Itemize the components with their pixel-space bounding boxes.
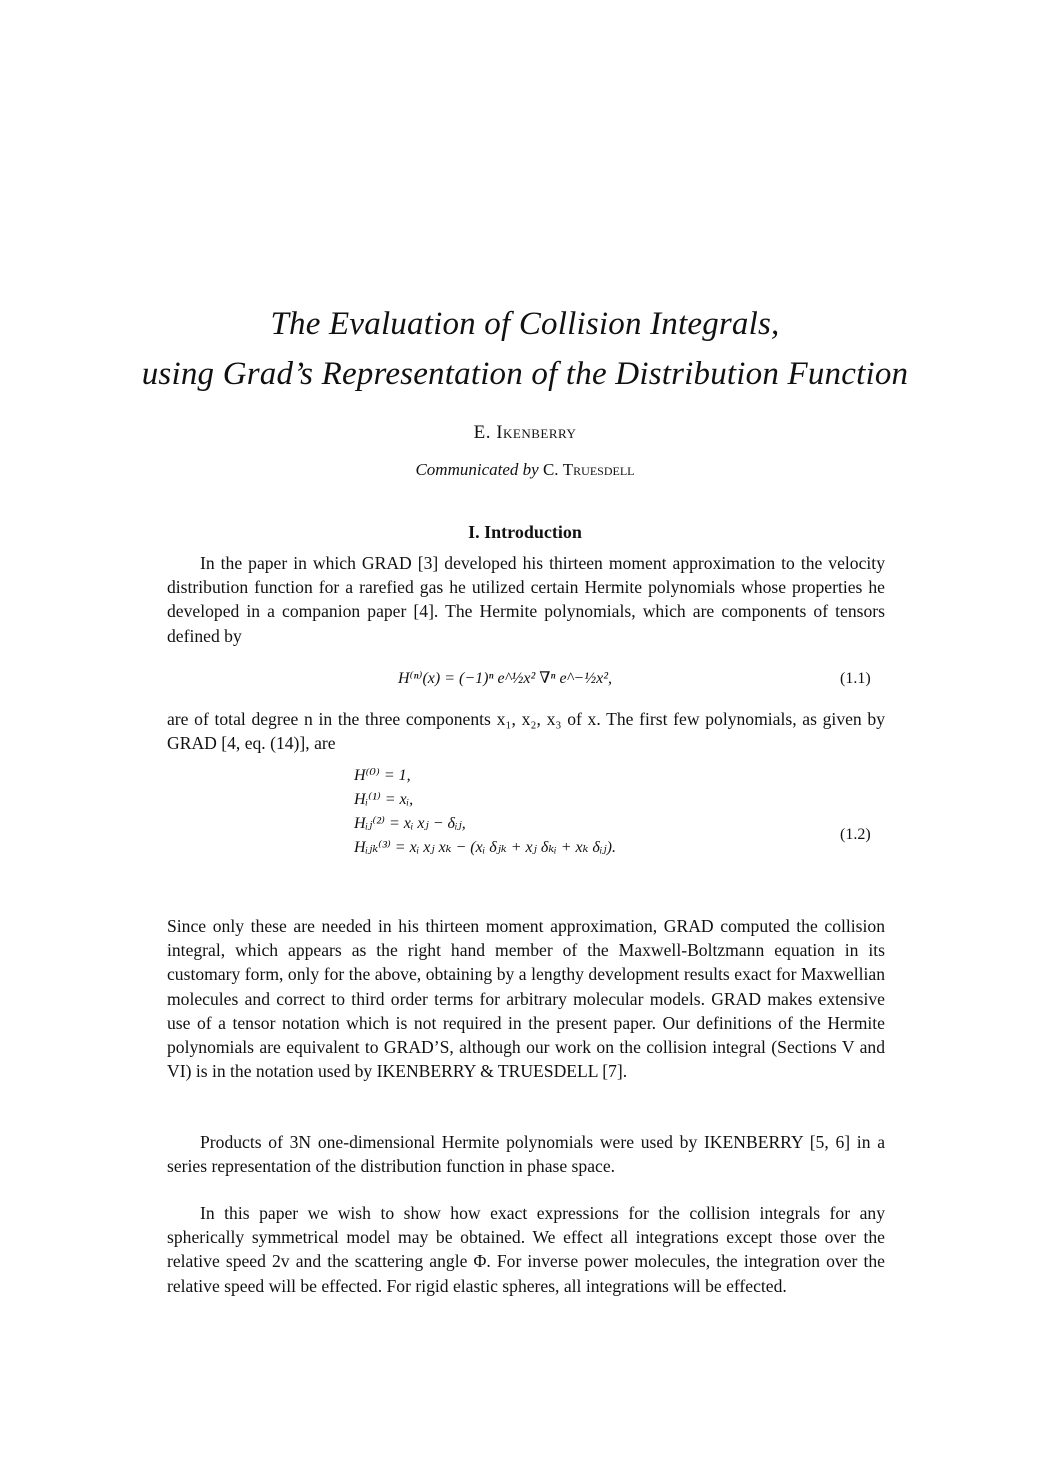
paragraph-3: Since only these are needed in his thirteen moment approximation, GRAD computed the collision integral, which appears as the right hand member of the Maxwell-Boltzmann equation in its customary form, only for the above, obtaining by a lengthy development results exact for Maxwellian molecules and correct to third order terms for arbitrary molecular models. GRAD makes extensive use of a tensor notation which is not required in the present paper. Our definitions of the Hermite polynomials are equivalent to GRAD’S, although our work on the collision integral (Sections V and VI) is in the notation used by IKENBERRY & TRUESDELL [7]. (167, 916, 885, 1082)
communicated-name: Truesdell (562, 460, 635, 479)
communicated-by-line (0, 460, 1050, 480)
paragraph-2: are of total degree n in the three components x₁, x₂, x₃ of x. The first few polynomials, as given by GRAD [4, eq. (14)], are (167, 709, 885, 754)
author-initial: E. (473, 422, 491, 443)
author-line (0, 422, 1050, 444)
communicated-initial: C. (542, 460, 559, 479)
equation-line: Hᵢⱼₖ⁽³⁾ = xᵢ xⱼ xₖ − (xᵢ δⱼₖ + xⱼ δₖᵢ + xₖ δᵢⱼ). (354, 839, 616, 856)
paper-title-line-2: using Grad’s Representation of the Distribution Function (141, 356, 909, 392)
communicated-label: Communicated by (415, 460, 539, 479)
equation-block-1-2 (354, 764, 616, 860)
paper-title-line-1: The Evaluation of Collision Integrals, (270, 306, 780, 342)
author-name: Ikenberry (496, 422, 577, 443)
paragraph-1: In the paper in which GRAD [3] developed his thirteen moment approximation to the velocity distribution function for a rarefied gas he utilized certain Hermite polynomials whose properties he developed in a companion paper [4]. The Hermite polynomials, which are components of tensors defined by (167, 553, 885, 646)
paragraph-4: Products of 3N one-dimensional Hermite polynomials were used by IKENBERRY [5, 6] in a series representation of the distribution function in phase space. (167, 1132, 885, 1177)
equation-line: Hᵢⱼ⁽²⁾ = xᵢ xⱼ − δᵢⱼ, (354, 815, 466, 832)
paragraph-5: In this paper we wish to show how exact expressions for the collision integrals for any spherically symmetrical model may be obtained. We effect all integrations except those over the relative speed 2v and the scattering angle Φ. For inverse power molecules, the integration over the relative speed will be effected. For rigid elastic spheres, all integrations will be effected. (167, 1203, 885, 1296)
equation-line: H⁽⁰⁾ = 1, (354, 767, 411, 784)
equation-line: Hᵢ⁽¹⁾ = xᵢ, (354, 791, 414, 808)
equation-number-1-2: (1.2) (840, 826, 871, 843)
equation-1-1: H⁽ⁿ⁾(x) = (−1)ⁿ e^½x² ∇ⁿ e^−½x², (398, 670, 613, 687)
section-heading: I. Introduction (468, 522, 582, 542)
equation-number-1-1: (1.1) (840, 670, 871, 687)
